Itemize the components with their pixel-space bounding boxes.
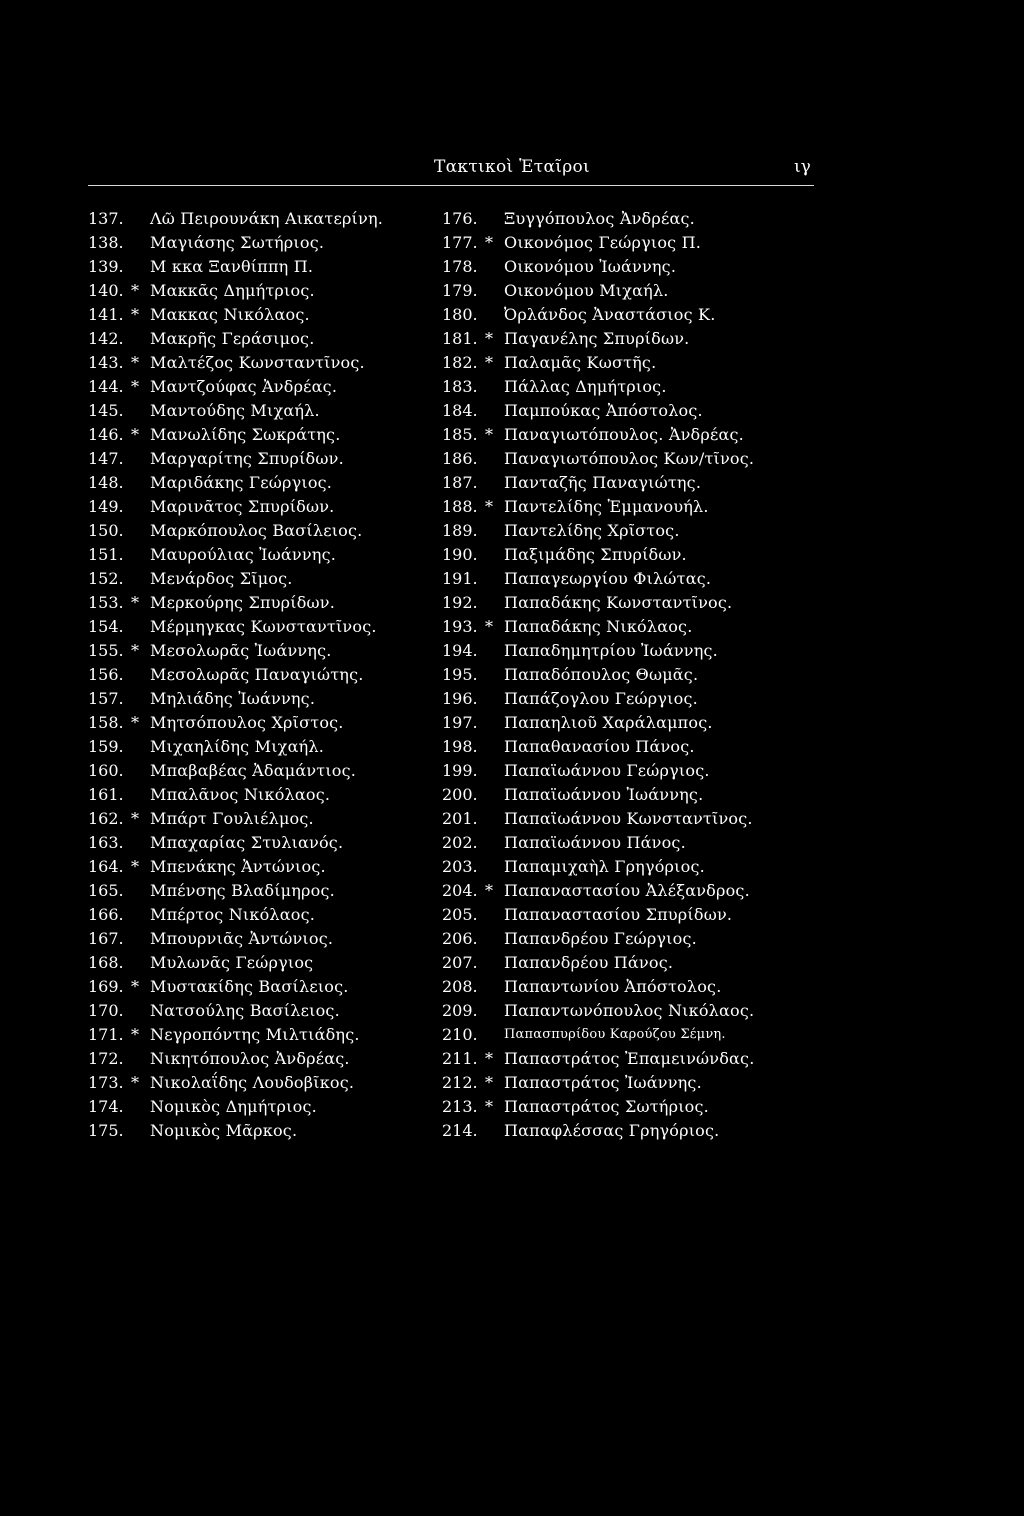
founding-member-asterisk: *	[131, 641, 139, 660]
member-entry	[88, 231, 458, 255]
member-entry	[442, 807, 812, 831]
entry-number: 208.	[442, 977, 478, 996]
member-entry	[88, 1095, 458, 1119]
member-entry	[88, 759, 458, 783]
member-name: Παπαστράτος Σωτήριος.	[504, 1097, 709, 1116]
entry-number: 202.	[442, 833, 478, 852]
founding-member-asterisk: *	[485, 329, 493, 348]
member-entry	[88, 471, 458, 495]
member-entry	[442, 255, 812, 279]
entry-number: 153.	[88, 593, 124, 612]
member-name: Παπαγεωργίου Φιλώτας.	[504, 569, 712, 588]
member-entry	[88, 351, 458, 375]
entry-number: 214.	[442, 1121, 478, 1140]
member-entry	[442, 759, 812, 783]
entry-number: 209.	[442, 1001, 478, 1020]
entry-number: 204.	[442, 881, 478, 900]
member-entry	[88, 639, 458, 663]
member-entry	[442, 855, 812, 879]
entry-number: 174.	[88, 1097, 124, 1116]
entry-number: 213.	[442, 1097, 478, 1116]
member-name: Παπαφλέσσας Γρηγόριος.	[504, 1121, 720, 1140]
founding-member-asterisk: *	[485, 1049, 493, 1068]
member-entry	[88, 831, 458, 855]
page-header-title: Τακτικοὶ Ἑταῖροι	[434, 157, 590, 177]
member-name: Πανταζῆς Παναγιώτης.	[504, 473, 702, 492]
entry-number: 158.	[88, 713, 124, 732]
entry-number: 163.	[88, 833, 124, 852]
entry-number: 195.	[442, 665, 478, 684]
member-entry	[88, 687, 458, 711]
entry-number: 198.	[442, 737, 478, 756]
member-entry	[442, 735, 812, 759]
member-name: Οικονόμου Μιχαήλ.	[504, 281, 669, 300]
member-name: Παπαστράτος Ἰωάννης.	[504, 1073, 702, 1092]
member-name: Παπαϊωάννου Κωνσταντῖνος.	[504, 809, 753, 828]
member-name: Παπαϊωάννου Γεώργιος.	[504, 761, 710, 780]
member-name: Παπαντωνίου Ἀπόστολος.	[504, 977, 722, 996]
member-name: Μακκας Νικόλαος.	[150, 305, 310, 324]
entry-number: 170.	[88, 1001, 124, 1020]
member-entry	[442, 903, 812, 927]
member-name: Παπαντωνόπουλος Νικόλαος.	[504, 1001, 755, 1020]
member-entry	[88, 399, 458, 423]
member-name: Μακκᾶς Δημήτριος.	[150, 281, 315, 300]
member-name: Οικονόμος Γεώργιος Π.	[504, 233, 702, 252]
member-name: Παγανέλης Σπυρίδων.	[504, 329, 690, 348]
member-name: Μενάρδος Σῖμος.	[150, 569, 293, 588]
entry-number: 176.	[442, 209, 478, 228]
entry-number: 165.	[88, 881, 124, 900]
entry-number: 167.	[88, 929, 124, 948]
member-entry	[442, 351, 812, 375]
member-name: Μαργαρίτης Σπυρίδων.	[150, 449, 344, 468]
member-name: Ὀρλάνδος Ἀναστάσιος Κ.	[504, 305, 716, 324]
entry-number: 201.	[442, 809, 478, 828]
founding-member-asterisk: *	[485, 233, 493, 252]
member-name: Παντελίδης Χρῖστος.	[504, 521, 680, 540]
entry-number: 147.	[88, 449, 124, 468]
member-name: Μπέρτος Νικόλαος.	[150, 905, 316, 924]
member-name: Μακρῆς Γεράσιμος.	[150, 329, 315, 348]
member-entry	[88, 663, 458, 687]
member-entry	[442, 1023, 812, 1047]
member-entry	[88, 735, 458, 759]
founding-member-asterisk: *	[485, 1073, 493, 1092]
member-name: Νομικὸς Δημήτριος.	[150, 1097, 317, 1116]
member-name: Οικονόμου Ἰωάννης.	[504, 257, 677, 276]
entry-number: 197.	[442, 713, 478, 732]
entry-number: 140.	[88, 281, 124, 300]
member-entry	[88, 255, 458, 279]
member-entry	[442, 207, 812, 231]
member-entry	[88, 927, 458, 951]
member-entry	[442, 327, 812, 351]
member-name: Παπανδρέου Γεώργιος.	[504, 929, 697, 948]
member-entry	[442, 303, 812, 327]
member-entry	[442, 447, 812, 471]
member-entry	[88, 1071, 458, 1095]
entry-number: 184.	[442, 401, 478, 420]
entry-number: 187.	[442, 473, 478, 492]
member-entry	[88, 423, 458, 447]
founding-member-asterisk: *	[131, 281, 139, 300]
member-name: Παπαδημητρίου Ἰωάννης.	[504, 641, 718, 660]
member-name: Μαλτέζος Κωνσταντῖνος.	[150, 353, 365, 372]
member-entry	[88, 375, 458, 399]
entry-number: 180.	[442, 305, 478, 324]
member-entry	[442, 495, 812, 519]
entry-number: 157.	[88, 689, 124, 708]
member-entry	[88, 1119, 458, 1143]
member-name: Λῶ Πειρουνάκη Αικατερίνη.	[150, 209, 384, 228]
founding-member-asterisk: *	[485, 617, 493, 636]
member-entry	[88, 615, 458, 639]
member-name: Μαριδάκης Γεώργιος.	[150, 473, 333, 492]
member-entry	[442, 1047, 812, 1071]
founding-member-asterisk: *	[485, 1097, 493, 1116]
member-name: Παπαδάκης Κωνσταντῖνος.	[504, 593, 733, 612]
founding-member-asterisk: *	[131, 305, 139, 324]
member-name: Μπενάκης Ἀντώνιος.	[150, 857, 326, 876]
entry-number: 173.	[88, 1073, 124, 1092]
entry-number: 162.	[88, 809, 124, 828]
entry-number: 148.	[88, 473, 124, 492]
entry-number: 175.	[88, 1121, 124, 1140]
founding-member-asterisk: *	[131, 809, 139, 828]
member-entry	[442, 279, 812, 303]
member-entry	[442, 951, 812, 975]
member-entry	[442, 567, 812, 591]
entry-number: 199.	[442, 761, 478, 780]
entry-number: 160.	[88, 761, 124, 780]
entry-number: 194.	[442, 641, 478, 660]
entry-number: 196.	[442, 689, 478, 708]
member-entry	[88, 591, 458, 615]
member-name: Παπαστράτος Ἐπαμεινώνδας.	[504, 1049, 755, 1068]
entry-number: 154.	[88, 617, 124, 636]
member-entry	[442, 543, 812, 567]
member-entry	[442, 615, 812, 639]
member-entry	[88, 711, 458, 735]
member-name: Μυστακίδης Βασίλειος.	[150, 977, 349, 996]
member-entry	[442, 663, 812, 687]
founding-member-asterisk: *	[131, 353, 139, 372]
member-name: Μπουρνιᾶς Ἀντώνιος.	[150, 929, 334, 948]
member-entry	[88, 567, 458, 591]
member-name: Παπαμιχαὴλ Γρηγόριος.	[504, 857, 705, 876]
founding-member-asterisk: *	[131, 425, 139, 444]
member-name: Μαγιάσης Σωτήριος.	[150, 233, 325, 252]
member-name: Παντελίδης Ἐμμανουήλ.	[504, 497, 709, 516]
member-name: Μανωλίδης Σωκράτης.	[150, 425, 341, 444]
entry-number: 137.	[88, 209, 124, 228]
entry-number: 171.	[88, 1025, 124, 1044]
member-entry	[442, 639, 812, 663]
member-entry	[442, 927, 812, 951]
member-entry	[88, 975, 458, 999]
founding-member-asterisk: *	[485, 353, 493, 372]
founding-member-asterisk: *	[131, 977, 139, 996]
entry-number: 144.	[88, 377, 124, 396]
member-name: Παναγιωτόπουλος. Ἀνδρέας.	[504, 425, 744, 444]
member-entry	[442, 1095, 812, 1119]
entry-number: 156.	[88, 665, 124, 684]
entry-number: 189.	[442, 521, 478, 540]
entry-number: 177.	[442, 233, 478, 252]
member-entry	[88, 1047, 458, 1071]
member-entry	[88, 327, 458, 351]
member-entry	[442, 783, 812, 807]
member-entry	[442, 375, 812, 399]
entry-number: 182.	[442, 353, 478, 372]
member-name: Μαρκόπουλος Βασίλειος.	[150, 521, 363, 540]
member-name: Παμπούκας Ἀπόστολος.	[504, 401, 703, 420]
member-entry	[88, 519, 458, 543]
member-name: Νατσούλης Βασίλειος.	[150, 1001, 340, 1020]
member-name: Παπανδρέου Πάνος.	[504, 953, 674, 972]
member-entry	[442, 591, 812, 615]
member-entry	[442, 399, 812, 423]
entry-number: 211.	[442, 1049, 478, 1068]
member-entry	[88, 807, 458, 831]
member-entry	[442, 831, 812, 855]
member-name: Μπένσης Βλαδίμηρος.	[150, 881, 335, 900]
entry-number: 169.	[88, 977, 124, 996]
entry-number: 141.	[88, 305, 124, 324]
member-entry	[442, 975, 812, 999]
member-name: Νικητόπουλος Ἀνδρέας.	[150, 1049, 350, 1068]
member-name: Μαντούδης Μιχαήλ.	[150, 401, 320, 420]
founding-member-asterisk: *	[485, 881, 493, 900]
entry-number: 193.	[442, 617, 478, 636]
member-entry	[442, 711, 812, 735]
entry-number: 207.	[442, 953, 478, 972]
entry-number: 181.	[442, 329, 478, 348]
founding-member-asterisk: *	[485, 497, 493, 516]
member-entry	[442, 1071, 812, 1095]
member-name: Παπαναστασίου Ἀλέξανδρος.	[504, 881, 750, 900]
entry-number: 155.	[88, 641, 124, 660]
member-name: Μ κκα Ξανθίππη Π.	[150, 257, 314, 276]
member-entry	[88, 783, 458, 807]
entry-number: 166.	[88, 905, 124, 924]
founding-member-asterisk: *	[131, 377, 139, 396]
entry-number: 142.	[88, 329, 124, 348]
member-entry	[88, 903, 458, 927]
entry-number: 139.	[88, 257, 124, 276]
entry-number: 172.	[88, 1049, 124, 1068]
member-name: Μπαβαβέας Ἀδαμάντιος.	[150, 761, 357, 780]
member-name: Μεσολωρᾶς Παναγιώτης.	[150, 665, 364, 684]
member-name: Νεγροπόντης Μιλτιάδης.	[150, 1025, 360, 1044]
entry-number: 150.	[88, 521, 124, 540]
founding-member-asterisk: *	[131, 857, 139, 876]
member-name: Μυλωνᾶς Γεώργιος	[150, 953, 314, 972]
entry-number: 152.	[88, 569, 124, 588]
member-name: Παπάζογλου Γεώργιος.	[504, 689, 698, 708]
entry-number: 205.	[442, 905, 478, 924]
entry-number: 183.	[442, 377, 478, 396]
member-entry	[88, 279, 458, 303]
member-name: Μερκούρης Σπυρίδων.	[150, 593, 336, 612]
member-entry	[88, 543, 458, 567]
member-entry	[442, 423, 812, 447]
founding-member-asterisk: *	[131, 713, 139, 732]
member-name: Μπαλᾶνος Νικόλαος.	[150, 785, 331, 804]
entry-number: 190.	[442, 545, 478, 564]
member-entry	[88, 303, 458, 327]
member-name: Παπαηλιοῦ Χαράλαμπος.	[504, 713, 713, 732]
founding-member-asterisk: *	[485, 425, 493, 444]
entry-number: 186.	[442, 449, 478, 468]
member-entry	[442, 687, 812, 711]
member-name: Νομικὸς Μᾶρκος.	[150, 1121, 298, 1140]
header-rule	[88, 185, 814, 186]
member-name: Μεσολωρᾶς Ἰωάννης.	[150, 641, 332, 660]
member-name: Παλαμᾶς Κωστῆς.	[504, 353, 657, 372]
entry-number: 146.	[88, 425, 124, 444]
founding-member-asterisk: *	[131, 593, 139, 612]
entry-number: 188.	[442, 497, 478, 516]
entry-number: 203.	[442, 857, 478, 876]
entry-number: 151.	[88, 545, 124, 564]
member-name: Παπαδάκης Νικόλαος.	[504, 617, 693, 636]
member-entry	[88, 999, 458, 1023]
entry-number: 206.	[442, 929, 478, 948]
member-entry	[88, 855, 458, 879]
entry-number: 149.	[88, 497, 124, 516]
entry-number: 179.	[442, 281, 478, 300]
entry-number: 212.	[442, 1073, 478, 1092]
entry-number: 178.	[442, 257, 478, 276]
member-entry	[442, 471, 812, 495]
entry-number: 185.	[442, 425, 478, 444]
entry-number: 164.	[88, 857, 124, 876]
member-list-right-column	[442, 207, 812, 1143]
member-name: Παπαναστασίου Σπυρίδων.	[504, 905, 733, 924]
member-list-left-column	[88, 207, 458, 1143]
founding-member-asterisk: *	[131, 1073, 139, 1092]
entry-number: 145.	[88, 401, 124, 420]
entry-number: 159.	[88, 737, 124, 756]
member-name: Παπαδόπουλος Θωμᾶς.	[504, 665, 699, 684]
member-name: Παναγιωτόπουλος Κων/τῖνος.	[504, 449, 755, 468]
member-name: Μπαχαρίας Στυλιανός.	[150, 833, 344, 852]
member-name: Παπαϊωάννου Ἰωάννης.	[504, 785, 704, 804]
entry-number: 138.	[88, 233, 124, 252]
member-entry	[88, 879, 458, 903]
page-number: ιγ	[794, 157, 811, 177]
entry-number: 143.	[88, 353, 124, 372]
member-name: Μαρινᾶτος Σπυρίδων.	[150, 497, 335, 516]
member-entry	[88, 207, 458, 231]
member-entry	[88, 1023, 458, 1047]
member-name: Μηλιάδης Ἰωάννης.	[150, 689, 316, 708]
entry-number: 200.	[442, 785, 478, 804]
member-name: Πάλλας Δημήτριος.	[504, 377, 667, 396]
member-entry	[442, 999, 812, 1023]
member-name: Παπασπυρίδου Καρούζου Σέμνη.	[504, 1027, 726, 1042]
founding-member-asterisk: *	[131, 1025, 139, 1044]
member-name: Παξιμάδης Σπυρίδων.	[504, 545, 687, 564]
member-entry	[88, 447, 458, 471]
member-name: Μαυρούλιας Ἰωάννης.	[150, 545, 337, 564]
member-entry	[442, 1119, 812, 1143]
member-name: Μέρμηγκας Κωνσταντῖνος.	[150, 617, 377, 636]
entry-number: 161.	[88, 785, 124, 804]
entry-number: 168.	[88, 953, 124, 972]
member-entry	[442, 231, 812, 255]
member-name: Ξυγγόπουλος Ἀνδρέας.	[504, 209, 695, 228]
entry-number: 192.	[442, 593, 478, 612]
member-name: Παπαθανασίου Πάνος.	[504, 737, 695, 756]
member-name: Μπάρτ Γουλιέλμος.	[150, 809, 314, 828]
member-name: Μαντζούφας Ἀνδρέας.	[150, 377, 338, 396]
member-entry	[442, 879, 812, 903]
member-name: Μητσόπουλος Χρῖστος.	[150, 713, 344, 732]
entry-number: 191.	[442, 569, 478, 588]
member-name: Μιχαηλίδης Μιχαήλ.	[150, 737, 324, 756]
member-entry	[442, 519, 812, 543]
member-name: Νικολαΐδης Λουδοβῖκος.	[150, 1073, 355, 1092]
member-entry	[88, 951, 458, 975]
entry-number: 210.	[442, 1025, 478, 1044]
member-entry	[88, 495, 458, 519]
member-name: Παπαϊωάννου Πάνος.	[504, 833, 686, 852]
